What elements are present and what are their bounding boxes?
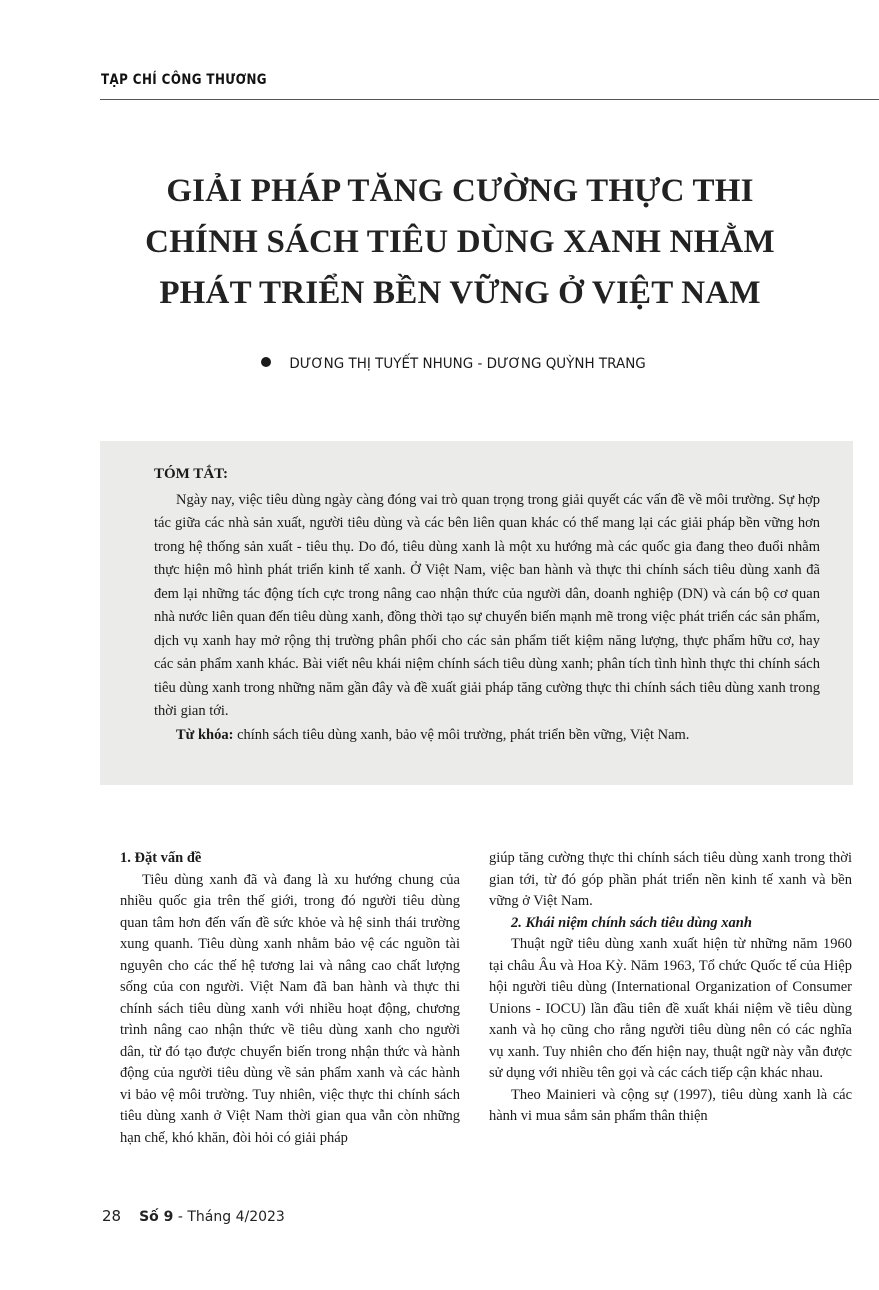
title-line-2: CHÍNH SÁCH TIÊU DÙNG XANH NHẰM (145, 224, 775, 260)
keywords-list: chính sách tiêu dùng xanh, bảo vệ môi trường, phát triển bền vững, Việt Nam. (233, 726, 690, 743)
section-2-paragraph-2: Theo Mainieri và cộng sự (1997), tiêu dùng xanh là các hành vi mua sắm sản phẩm thân thiện (489, 1086, 852, 1124)
abstract-text: Ngày nay, việc tiêu dùng ngày càng đóng vai trò quan trọng trong giải quyết các vấn đề về môi trường. Sự hợp tác giữa các nhà sản xuất, người tiêu dùng và các bên liên quan khác có thể mang lại các giải pháp bền vững hơn trong hệ thống sản xuất - tiêu thụ. Do đó, tiêu dùng xanh là một xu hướng mà các quốc gia đang theo đuổi nhằm thực hiện mô hình phát triển kinh tế xanh. Ở Việt Nam, việc ban hành và thực thi chính sách tiêu dùng xanh đã đem lại những tác động tích cực trong nâng cao nhận thức của người dân, doanh nghiệp (DN) và cán bộ cơ quan nhà nước liên quan đến tiêu dùng xanh, đồng thời tạo sự chuyển biến mạnh mẽ trong việc phát triển các sản phẩm, dịch vụ xanh hay mở rộng thị trường phân phối cho các sản phẩm tiết kiệm năng lượng, thực phẩm hữu cơ, hay các sản phẩm xanh khác. Bài viết nêu khái niệm chính sách tiêu dùng xanh; phân tích tình hình thực thi chính sách tiêu dùng xanh trong những năm gần đây và đề xuất giải pháp tăng cường thực thi chính sách tiêu dùng xanh trong thời gian tới. (154, 491, 820, 719)
section-1-continuation: giúp tăng cường thực thi chính sách tiêu dùng xanh trong thời gian tới, từ đó góp phần phát triển nền kinh tế xanh và bền vững ở Việt Nam. (489, 850, 852, 909)
section-2-heading: 2. Khái niệm chính sách tiêu dùng xanh (511, 914, 752, 931)
issue-date: - Tháng 4/2023 (173, 1209, 285, 1225)
author-names: DƯƠNG THỊ TUYẾT NHUNG - DƯƠNG QUỲNH TRANG (289, 356, 646, 372)
abstract-content (154, 463, 820, 747)
page-number: 28 (102, 1207, 122, 1225)
body-left-column (120, 848, 460, 1149)
keywords-label: Từ khóa: (176, 726, 234, 743)
journal-name: TẠP CHÍ CÔNG THƯƠNG (101, 72, 267, 88)
section-1-heading: 1. Đặt vấn đề (120, 850, 202, 866)
bullet-icon (261, 357, 271, 367)
section-1-paragraph: Tiêu dùng xanh đã và đang là xu hướng chung của nhiều quốc gia trên thế giới, trong đó người tiêu dùng quan tâm hơn đến vấn đề sức khỏe và hệ sinh thái trường xung quanh. Tiêu dùng xanh nhằm bảo vệ các nguồn tài nguyên cho các thế hệ tương lai và nâng cao chất lượng sống của con người. Việt Nam đã ban hành và thực thi chính sách tiêu dùng xanh với nhiều hoạt động, chương trình nâng cao nhận thức về tiêu dùng xanh cho người dân, từ đó tạo được chuyển biến trong nhận thức và hành động của người tiêu dùng về sản phẩm xanh và các hành vi bảo vệ môi trường. Tuy nhiên, việc thực thi chính sách tiêu dùng xanh ở Việt Nam thời gian qua vẫn còn những hạn chế, khó khăn, đòi hỏi có giải pháp (120, 871, 460, 1146)
abstract-box (100, 441, 853, 785)
keywords (154, 724, 820, 748)
page-footer (102, 1207, 285, 1225)
body-right-column (489, 848, 852, 1128)
article-title (100, 166, 820, 319)
title-line-3: PHÁT TRIỂN BỀN VỮNG Ở VIỆT NAM (159, 275, 761, 311)
abstract-heading: TÓM TẮT: (154, 466, 229, 482)
title-line-1: GIẢI PHÁP TĂNG CƯỜNG THỰC THI (166, 173, 754, 209)
header-divider (100, 99, 879, 100)
section-2-paragraph-1: Thuật ngữ tiêu dùng xanh xuất hiện từ những năm 1960 tại châu Âu và Hoa Kỳ. Năm 1963, Tổ chức Quốc tế của Hiệp hội người tiêu dùng (International Organization of Consumer Unions - IOCU) lần đầu tiên đề xuất khái niệm về tiêu dùng xanh và họ cũng cho rằng người tiêu dùng nên có các nghĩa vụ xanh. Tuy nhiên cho đến hiện nay, thuật ngữ này vẫn được sử dụng với nhiều tên gọi và các cách tiếp cận khác nhau. (489, 936, 852, 1081)
article-authors (100, 356, 820, 372)
issue-number: Số 9 (139, 1209, 174, 1225)
